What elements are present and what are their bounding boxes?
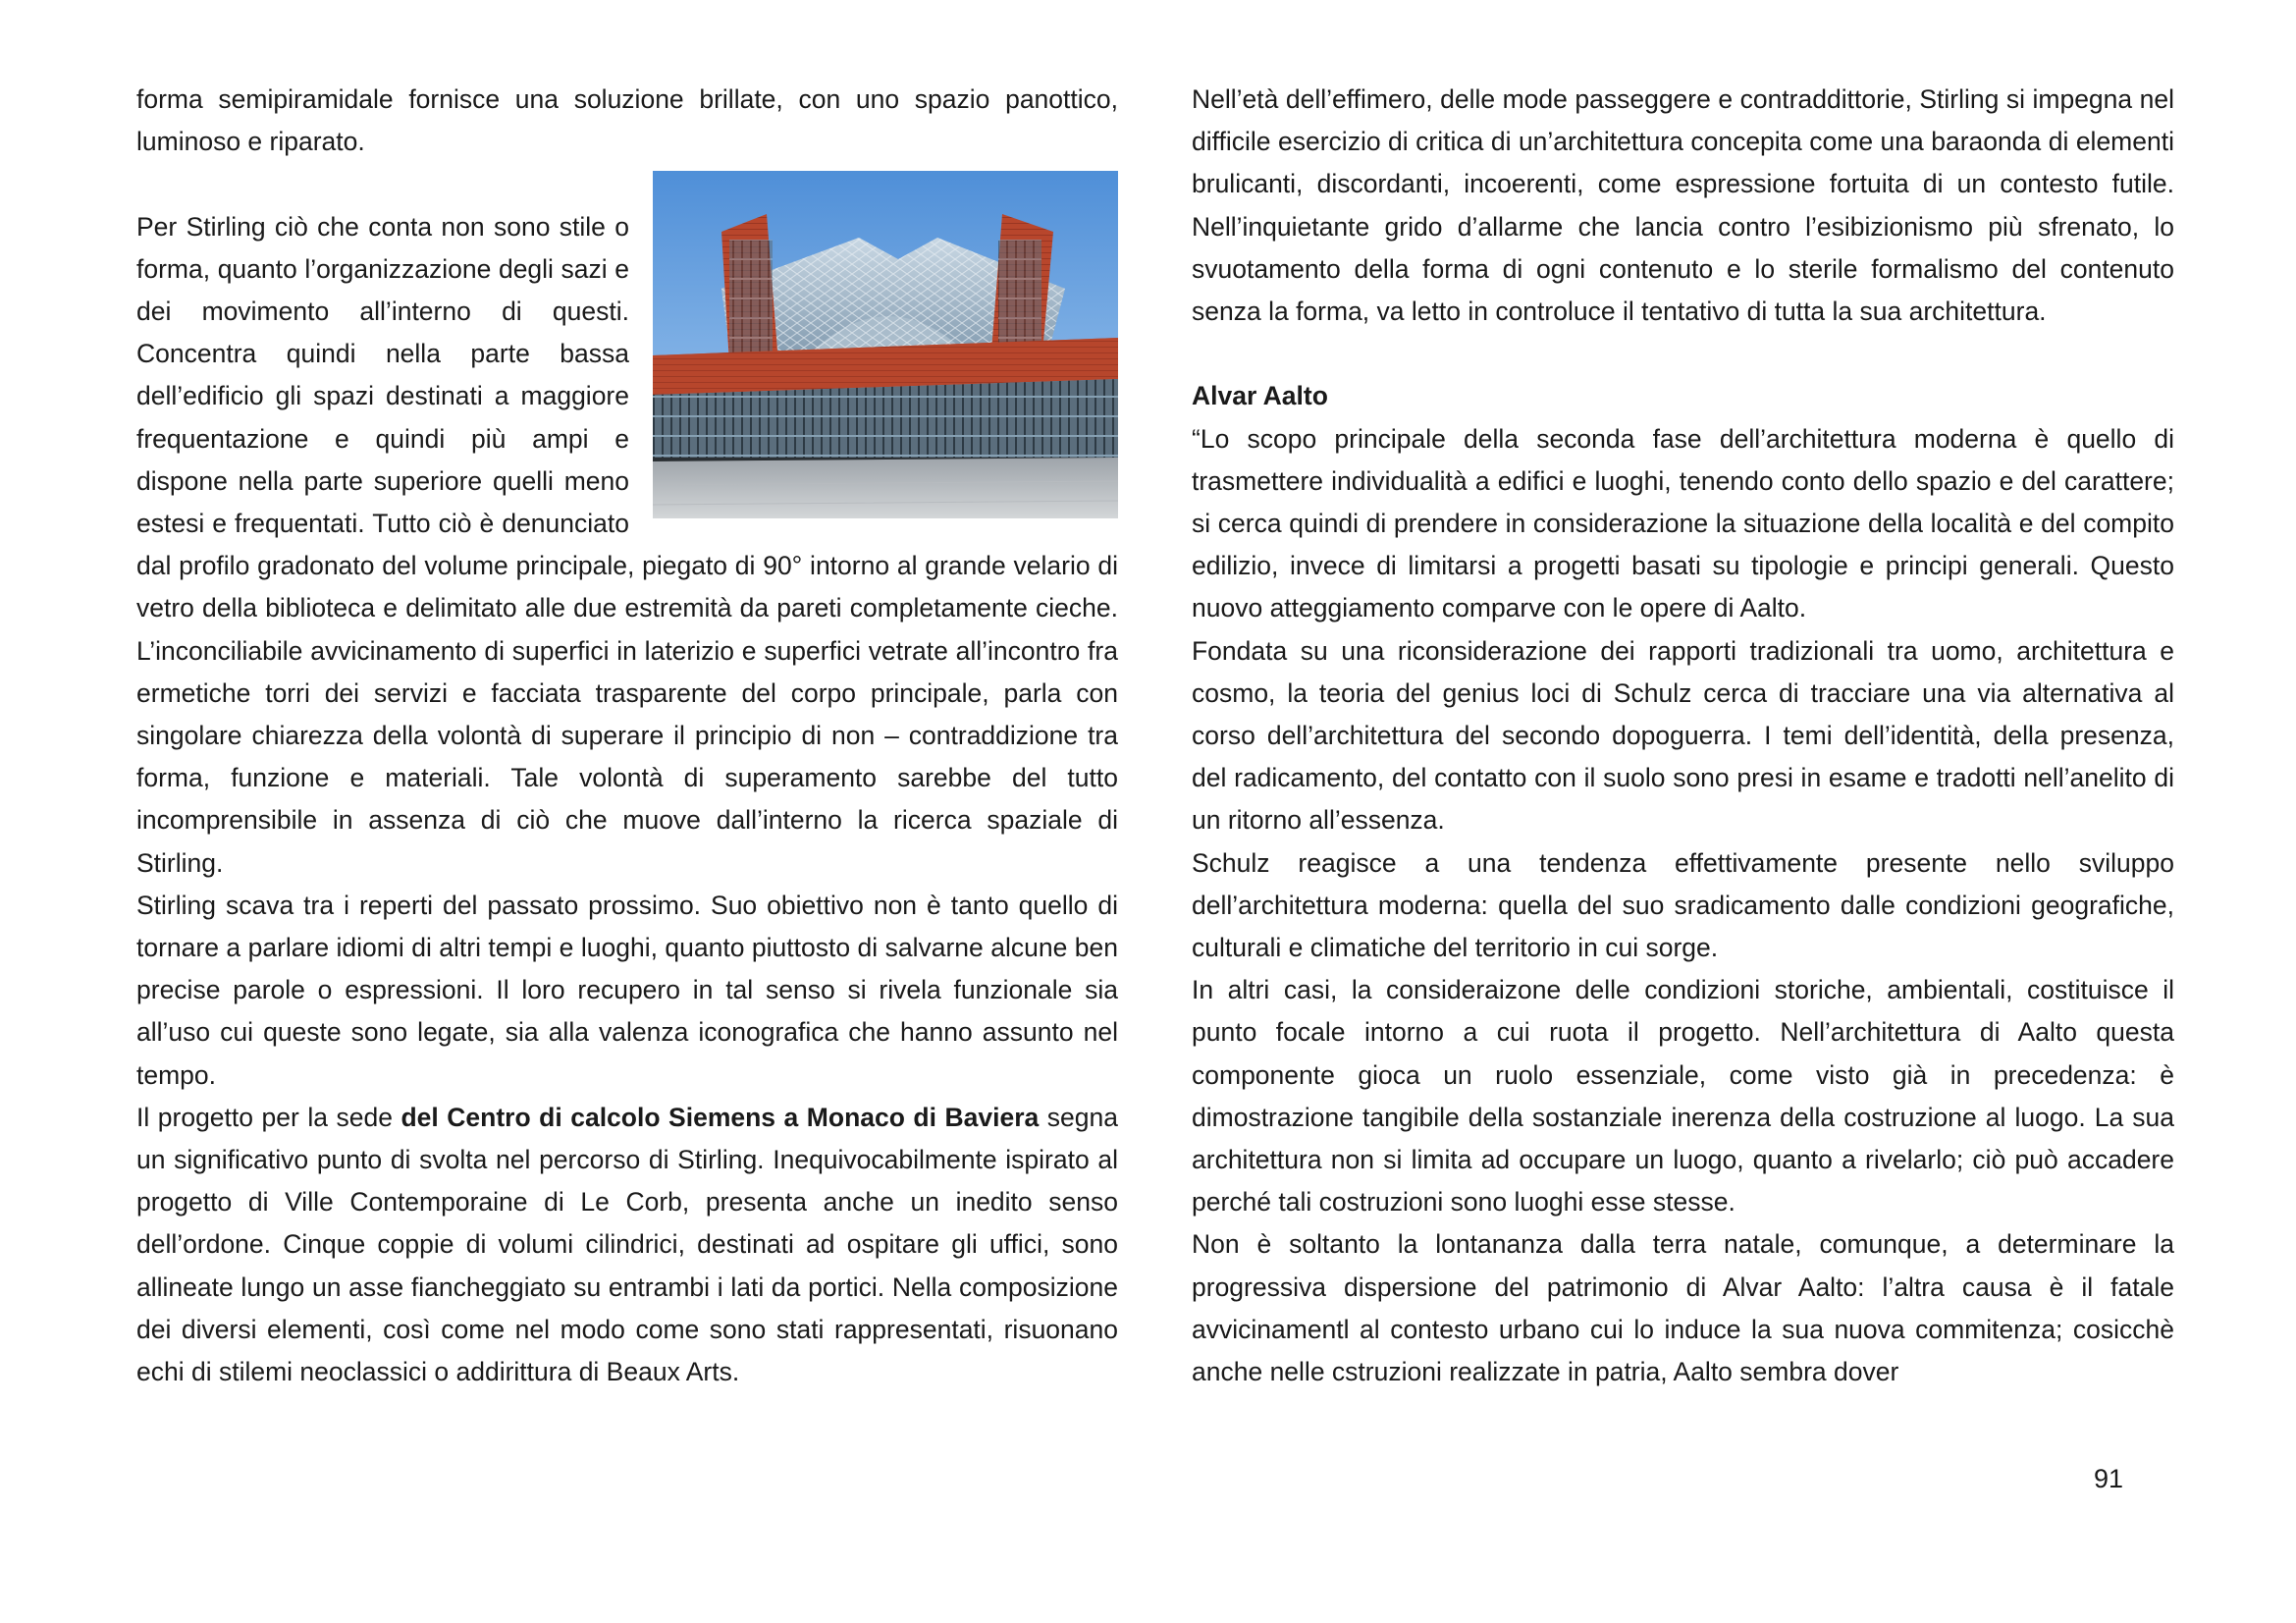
paragraph: Stirling scava tra i reperti del passato prossimo. Suo obiettivo non è tanto quello di tornare a parlare idiomi di altri tempi e luoghi, quanto piuttosto di salvarne alcune ben precise parole o espressioni. Il loro recupero in tal senso si rivela funzionale sia all’uso cui queste sono legate, sia alla valenza iconografica che hanno assunto nel tempo. <box>136 890 1118 1090</box>
paragraph: Per Stirling ciò che conta non sono stile o forma, quanto l’organizzazione degli sazi e dei movimento all’interno di questi. Concentra quindi nella parte bassa dell’edificio gli spazi destinati a maggiore frequentazione e quindi più ampi e dispone nella parte superiore quelli meno estesi e frequentati. Tutto ciò è denunciato dal profilo gradonato del volume principale, piegato di 90° intorno al grande velario di vetro della biblioteca e delimitato alle due estremità da pareti completamente cieche. L’inconciliabile avvicinamento di superfici in laterizio e superfici vetrate all’incontro fra ermetiche torri dei servizi e facciata trasparente del corpo principale, parla con singolare chiarezza della volontà di superare il principio di non – contraddizione tra forma, funzione e materiali. Tale volontà di superamento sarebbe del tutto incomprensibile in assenza di ciò che muove dall’interno la ricerca spaziale di Stirling. <box>136 211 1118 878</box>
paragraph: Fondata su una riconsiderazione dei rapporti tradizionali tra uomo, architettura e cosmo, la teoria del genius loci di Schulz cerca di tracciare una via alternativa al corso dell’architettura del secondo dopoguerra. I temi dell’identità, della presenza, del radicamento, del contatto con il suolo sono presi in esame e tradotti nell’anelito di un ritorno all’essenza. <box>1192 635 2174 836</box>
bold-phrase: del Centro di calcolo Siemens a Monaco di Baviera <box>400 1102 1040 1132</box>
paragraph: “Lo scopo principale della seconda fase dell’architettura moderna è quello di trasmettere individualità a edifici e luoghi, tenendo conto dello spazio e del carattere; si cerca quindi di prendere in considerazione la situazione della località e del compito edilizio, invece di limitarsi a progetti basati su tipologie e principi generali. Questo nuovo atteggiamento comparve con le opere di Aalto. <box>1192 423 2174 623</box>
left-column <box>136 79 1118 1393</box>
paragraph: Nell’età dell’effimero, delle mode passeggere e contraddittorie, Stirling si impegna nel difficile esercizio di critica di un’architettura concepita come una baraonda di elementi brulicanti, discordanti, incoerenti, come espressione fortuita di un contesto futile. Nell’inquietante grido d’allarme che lancia contro l’esibizionismo più sfrenato, lo svuotamento della forma di ogni contenuto e lo sterile formalismo del contenuto senza la forma, va letto in controluce il tentativo di tutta la sua architettura. <box>1192 84 2174 327</box>
paragraph: forma semipiramidale fornisce una soluzione brillate, con uno spazio panottico, luminoso e riparato. <box>136 84 1118 157</box>
paragraph: Non è soltanto la lontananza dalla terra natale, comunque, a determinare la progressiva dispersione del patrimonio di Alvar Aalto: l’altra causa è il fatale avvicinamentl al contesto urbano cui lo induce la sua nuova commitenza; cosicchè anche nelle cstruzioni realizzate in patria, Aalto sembra dover <box>1192 1229 2174 1387</box>
paragraph-spacer <box>1192 333 2174 375</box>
right-column <box>1192 79 2174 1393</box>
paragraph-text: segna un significativo punto di svolta nel percorso di Stirling. Inequivocabilmente ispirato al progetto di Ville Contemporaine di Le Corb, presenta anche un inedito senso dell’ordone. Cinque coppie di volumi cilindrici, destinati ad ospitare gli uffici, sono allineate lungo un asse fiancheggiato su entrambi i lati da portici. Nella composizione dei diversi elementi, così come nel modo come sono stati rappresentati, risuonano echi di stilemi neoclassici o addirittura di Beaux Arts. <box>136 1102 1118 1387</box>
paragraph: Schulz reagisce a una tendenza effettivamente presente nello sviluppo dell’architettura moderna: quella del suo sradicamento dalle condizioni geografiche, culturali e climatiche del territorio in cui sorge. <box>1192 847 2174 963</box>
paragraph: In altri casi, la consideraizone delle condizioni storiche, ambientali, costituisce il punto focale intorno a cui ruota il progetto. Nell’architettura di Aalto questa componente gioca un ruolo essenziale, come visto già in precedenza: è dimostrazione tangibile della sostanziale inerenza della costruzione al luogo. La sua architettura non si limita ad occupare un luogo, quanto a rivelarlo; ciò può accadere perché tali costruzioni sono luoghi esse stesse. <box>1192 975 2174 1217</box>
page-number: 91 <box>2093 1464 2124 1493</box>
paragraph <box>136 1097 1118 1393</box>
paragraph-text: Il progetto per la sede <box>136 1102 401 1132</box>
building-photo <box>653 171 1118 518</box>
section-heading: Alvar Aalto <box>1192 381 1328 411</box>
